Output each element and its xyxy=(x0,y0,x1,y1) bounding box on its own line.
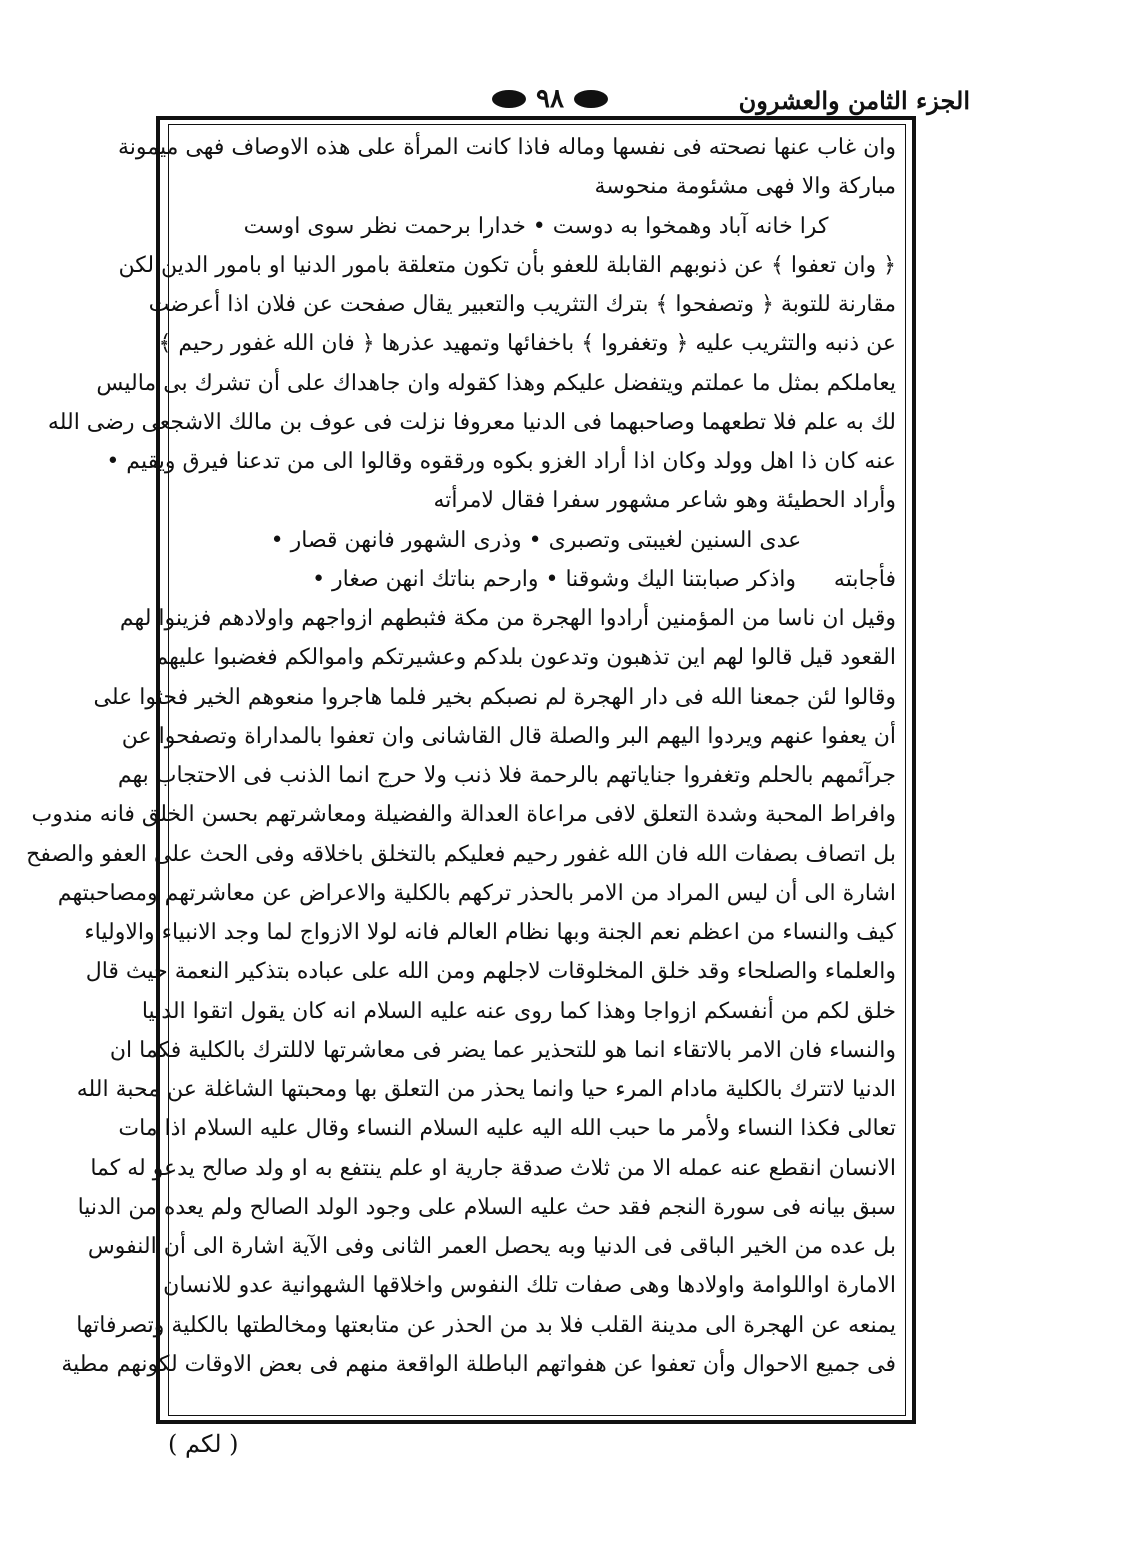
text-line: لك به علم فلا تطعهما وصاحبهما فى الدنيا معروفا نزلت فى عوف بن مالك الاشجعى رضى الله xyxy=(47,409,896,435)
text-line: بل عده من الخير الباقى فى الدنيا وبه يحصل العمر الثانى وفى الآية اشارة الى أن النفوس xyxy=(87,1234,896,1259)
text-line: كيف والنساء من اعظم نعم الجنة وبها نظام العالم فانه لولا الازواج لما وجد الانبياء والاولياء xyxy=(84,920,896,945)
juz-title: الجزء الثامن والعشرون xyxy=(738,86,970,115)
text-line: القعود قيل قالوا لهم اين تذهبون وتدعون بلدكم وعشيرتكم واموالكم فغضبوا عليهم xyxy=(154,645,896,671)
text-line: اشارة الى أن ليس المراد من الامر بالحذر تركهم بالكلية والاعراض عن معاشرتهم ومصاحبتهم xyxy=(57,880,896,906)
text-line: وافراط المحبة وشدة التعلق لافى مراعاة العدالة والفضيلة ومعاشرتهم بحسن الخلق فانه مندوب xyxy=(31,802,896,828)
text-line: فى جميع الاحوال وأن تعفوا عن هفواتهم الباطلة الواقعة منهم فى بعض الاوقات لكونهم مطية xyxy=(61,1351,896,1377)
ornament-right-icon xyxy=(574,90,608,108)
text-line: سبق بيانه فى سورة النجم فقد حث عليه السلام على وجود الولد الصالح ولم يعده من الدنيا xyxy=(77,1194,896,1220)
text-line: يمنعه عن الهجرة الى مدينة القلب فلا بد من الحذر عن متابعتها ومخالطتها بالكلية وتصرفاتها xyxy=(76,1312,896,1338)
page-number-ornament xyxy=(480,82,620,116)
text-line: وأراد الحطيئة وهو شاعر مشهور سفرا فقال لامرأته xyxy=(433,488,896,514)
verse-text: واذكر صبابتنا اليك وشوقنا • وارحم بناتك انهن صغار • xyxy=(312,566,796,592)
text-line: ﴿ وان تعفوا ﴾ عن ذنوبهم القابلة للعفو بأن تكون متعلقة بامور الدنيا او بامور الدين لكن xyxy=(118,252,896,278)
text-block xyxy=(26,128,896,1414)
text-line: وقيل ان ناسا من المؤمنين أرادوا الهجرة من مكة فثبطهم ازواجهم واولادهم فزينوا لهم xyxy=(119,606,896,631)
verse-label: فأجابته xyxy=(833,566,896,592)
verse-line: عدى السنين لغيبتى وتصبرى • وذرى الشهور فانهن قصار • xyxy=(270,527,802,553)
text-line: والنساء فان الامر بالاتقاء انما هو للتحذير عما يضر فى معاشرتها لاللترك بالكلية فكما ان xyxy=(109,1037,896,1063)
page-header xyxy=(150,80,970,120)
text-line: تعالى فكذا النساء ولأمر ما حبب الله اليه عليه السلام النساء وقال عليه السلام اذا مات xyxy=(118,1116,896,1142)
text-line: والعلماء والصلحاء وقد خلق المخلوقات لاجلهم ومن الله على عباده بتذكير النعمة حيث قال xyxy=(85,959,896,985)
text-line: الدنيا لاتترك بالكلية مادام المرء حيا وانما يحذر من التعلق بها ومحبتها الشاغلة عن محبة الله xyxy=(76,1077,896,1102)
text-line: وقالوا لئن جمعنا الله فى دار الهجرة لم نصبكم بخير فلما هاجروا منعوهم الخير فحثوا على xyxy=(93,684,896,710)
text-line: أن يعفوا عنهم ويردوا اليهم البر والصلة قال القاشانى وان تعفوا بالمداراة وتصفحوا عن xyxy=(121,723,896,749)
text-line: وان غاب عنها نصحته فى نفسها وماله فاذا كانت المرأة على هذه الاوصاف فهى ميمونة xyxy=(117,135,896,160)
catchword: ( لكم ) xyxy=(168,1430,239,1458)
text-line: خلق لكم من أنفسكم ازواجا وهذا كما روى عنه عليه السلام انه كان يقول اتقوا الدنيا xyxy=(141,998,896,1024)
text-line: عن ذنبه والتثريب عليه ﴿ وتغفروا ﴾ باخفائها وتمهيد عذرها ﴿ فان الله غفور رحيم ﴾ xyxy=(158,331,896,357)
text-line: الانسان انقطع عنه عمله الا من ثلاث صدقة جارية او علم ينتفع به او ولد صالح يدعو له كما xyxy=(90,1155,896,1181)
verse-line: كرا خانه آباد وهمخوا به دوست • خدارا برحمت نظر سوى اوست xyxy=(243,213,829,239)
text-line: جرآئمهم بالحلم وتغفروا جناياتهم بالرحمة فلا ذنب ولا حرج انما الذنب فى الاحتجاب بهم xyxy=(117,763,896,788)
text-line: عنه كان ذا اهل وولد وكان اذا أراد الغزو بكوه ورققوه وقالوا الى من تدعنا فيرق ويقيم • xyxy=(106,449,896,474)
ornament-left-icon xyxy=(492,90,526,108)
text-line: مباركة والا فهى مشئومة منحوسة xyxy=(594,174,896,200)
page-number: ٩٨ xyxy=(536,84,564,114)
verse-line xyxy=(176,560,896,599)
text-line: مقارنة للتوبة ﴿ وتصفحوا ﴾ بترك التثريب والتعبير يقال صفحت عن فلان اذا أعرضت xyxy=(148,292,896,317)
text-line: الامارة اواللوامة واولادها وهى صفات تلك النفوس واخلاقها الشهوانية عدو للانسان xyxy=(163,1273,896,1299)
text-line: يعاملكم بمثل ما عملتم ويتفضل عليكم وهذا كقوله وان جاهداك على أن تشرك بى ماليس xyxy=(96,370,896,396)
text-line: بل اتصاف بصفات الله فان الله غفور رحيم فعليكم بالتخلق باخلاقه وفى الحث على العفو والصفح xyxy=(26,841,896,867)
